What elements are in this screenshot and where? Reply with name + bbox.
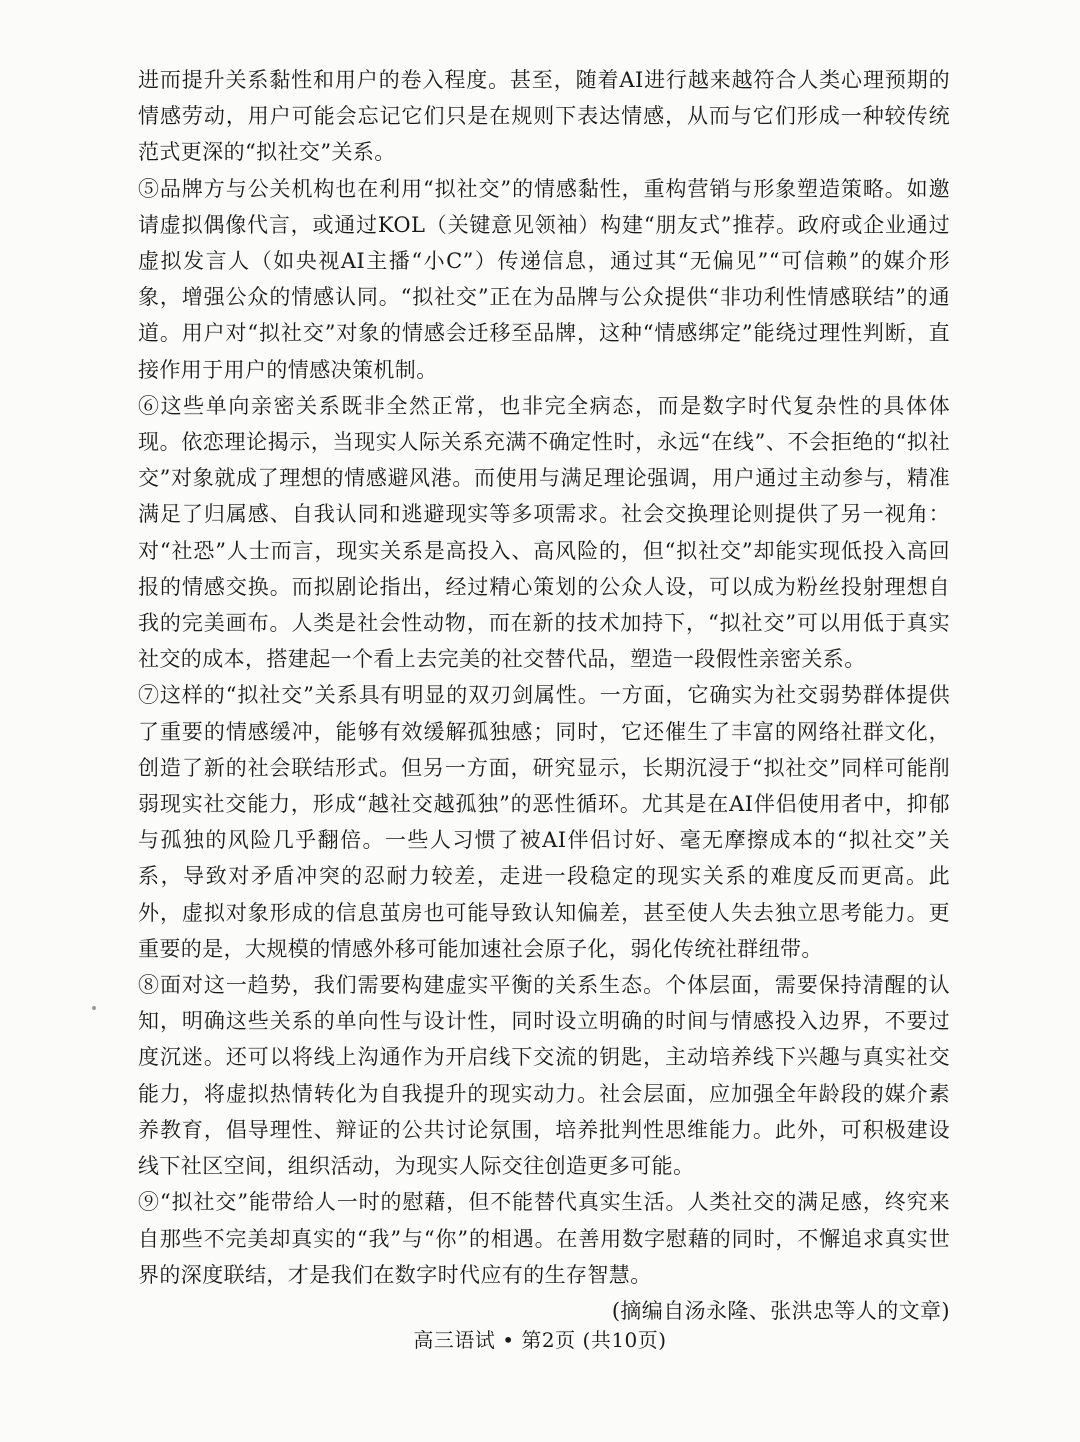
paragraph-5: ⑤品牌方与公关机构也在利用“拟社交”的情感黏性，重构营销与形象塑造策略。如邀请虚拟偶像代言，或通过KOL（关键意见领袖）构建“朋友式”推荐。政府或企业通过虚拟发言人（如央视AI主播“小C”）传递信息，通过其“无偏见”“可信赖”的媒介形象，增强公众的情感认同。“拟社交”正在为品牌与公众提供“非功利性情感联结”的通道。用户对“拟社交”对象的情感会迁移至品牌，这种“情感绑定”能绕过理性判断，直接作用于用户的情感决策机制。 — [138, 176, 950, 382]
paragraph-8: ⑧面对这一趋势，我们需要构建虚实平衡的关系生态。个体层面，需要保持清醒的认知，明确这些关系的单向性与设计性，同时设立明确的时间与情感投入边界，不要过度沉迷。还可以将线上沟通作为开启线下交流的钥匙，主动培养线下兴趣与真实社交能力，将虚拟热情转化为自我提升的现实动力。社会层面，应加强全年龄段的媒介素养教育，倡导理性、辩证的公共讨论氛围，培养批判性思维能力。此外，可积极建设线下社区空间，组织活动，为现实人际交往创造更多可能。 — [138, 973, 950, 1179]
article-source: (摘编自汤永隆、张洪忠等人的文章) — [611, 1298, 950, 1323]
page-footer: 高三语试 • 第2页 (共10页) — [413, 1328, 667, 1352]
scan-speck — [92, 1006, 96, 1010]
paragraph-continued: 进而提升关系黏性和用户的卷入程度。甚至，随着AI进行越来越符合人类心理预期的情感劳动，用户可能会忘记它们只是在规则下表达情感，从而与它们形成一种较传统范式更深的“拟社交”关系。 — [138, 68, 950, 165]
paragraph-6: ⑥这些单向亲密关系既非全然正常，也非完全病态，而是数字时代复杂性的具体体现。依恋理论揭示，当现实人际关系充满不确定性时，永远“在线”、不会拒绝的“拟社交”对象就成了理想的情感避风港。而使用与满足理论强调，用户通过主动参与，精准满足了归属感、自我认同和逃避现实等多项需求。社会交换理论则提供了另一视角：对“社恐”人士而言，现实关系是高投入、高风险的，但“拟社交”却能实现低投入高回报的情感交换。而拟剧论指出，经过精心策划的公众人设，可以成为粉丝投射理想自我的完美画布。人类是社会性动物，而在新的技术加持下，“拟社交”可以用低于真实社交的成本，搭建起一个看上去完美的社交替代品，塑造一段假性亲密关系。 — [138, 393, 950, 672]
article-body — [138, 62, 950, 1329]
paragraph-7: ⑦这样的“拟社交”关系具有明显的双刃剑属性。一方面，它确实为社交弱势群体提供了重要的情感缓冲，能够有效缓解孤独感；同时，它还催生了丰富的网络社群文化，创造了新的社会联结形式。但另一方面，研究显示，长期沉浸于“拟社交”同样可能削弱现实社交能力，形成“越社交越孤独”的恶性循环。尤其是在AI伴侣使用者中，抑郁与孤独的风险几乎翻倍。一些人习惯了被AI伴侣讨好、毫无摩擦成本的“拟社交”关系，导致对矛盾冲突的忍耐力较差，走进一段稳定的现实关系的难度反而更高。此外，虚拟对象形成的信息茧房也可能导致认知偏差，甚至使人失去独立思考能力。更重要的是，大规模的情感外移可能加速社会原子化，弱化传统社群纽带。 — [138, 683, 950, 961]
paragraph-9: ⑨“拟社交”能带给人一时的慰藉，但不能替代真实生活。人类社交的满足感，终究来自那些不完美却真实的“我”与“你”的相遇。在善用数字慰藉的同时，不懈追求真实世界的深度联结，才是我们在数字时代应有的生存智慧。 — [138, 1190, 950, 1287]
